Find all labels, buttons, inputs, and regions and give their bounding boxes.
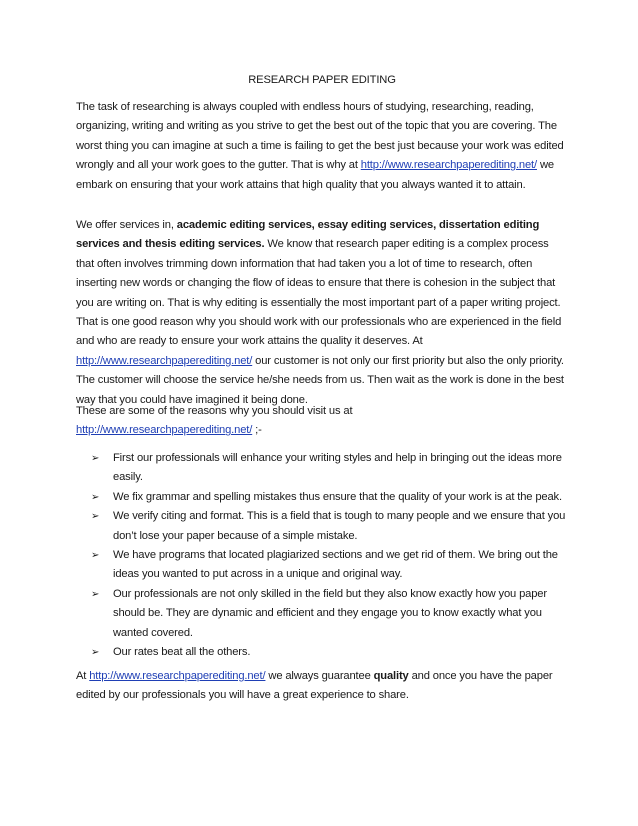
closing-text-after: and once you have the paper edited by our professionals you will have a great experience to share. (76, 670, 553, 702)
reasons-list (76, 449, 568, 662)
reasons-intro-text: These are some of the reasons why you should visit us at (76, 405, 353, 417)
closing-mid: we always guarantee (265, 670, 374, 682)
website-link-1[interactable]: http://www.researchpaperediting.net/ (360, 159, 537, 172)
list-item-text: First our professionals will enhance your writing styles and help in bringing out the ideas more easily. (113, 452, 562, 484)
arrow-bullet-icon: ➢ (91, 588, 100, 600)
closing-lead: At (76, 670, 90, 682)
arrow-bullet-icon: ➢ (91, 647, 100, 659)
reasons-intro-paragraph (76, 402, 568, 441)
intro-paragraph (76, 98, 568, 195)
website-link-2[interactable]: http://www.researchpaperediting.net/ (76, 354, 253, 367)
list-item-text: Our professionals are not only skilled in the field but they also know exactly how you paper should be. They are dynamic and efficient and they engage you to know exactly what you wanted covered. (113, 587, 547, 639)
services-list: academic editing services, essay editing services, dissertation editing services and thesis editing services. (76, 219, 540, 251)
list-item (76, 488, 568, 507)
list-item (76, 585, 568, 643)
intro-text: The task of researching is always coupled with endless hours of studying, researching, reading, organizing, writing and writing as you strive to get the best out of the topic that you are covering. The worst thing you can imagine at such a time is failing to get the best just because your work was edited wrongly and all your work goes to the gutter. That is why at (76, 101, 564, 172)
services-paragraph (76, 216, 568, 410)
closing-paragraph (76, 667, 568, 706)
list-item (76, 449, 568, 488)
list-item-text: We have programs that located plagiarized sections and we get rid of them. We bring out the ideas you wanted to put across in a unique and original way. (113, 549, 558, 581)
website-link-3[interactable]: http://www.researchpaperediting.net/ (76, 424, 253, 437)
arrow-bullet-icon: ➢ (91, 511, 100, 523)
services-text: We know that research paper editing is a complex process that often involves trimming down information that had taken you a lot of time to research, often inserting new words or changing the flow of ideas to ensure that there is cohesion in the subject that you are writing on. That is why editing is essentially the most important part of a paper writing project. That is one good reason why you should work with our professionals who are experienced in the field and who are ready to ensure your work attains the quality it deserves. At (76, 238, 562, 348)
reasons-intro-suffix: ;- (252, 424, 262, 437)
list-item (76, 546, 568, 585)
arrow-bullet-icon: ➢ (91, 491, 100, 503)
list-item (76, 507, 568, 546)
services-text-after: our customer is not only our first priority but also the only priority. The customer will choose the service he/she needs from us. Then wait as the work is done in the best way that you could have imagined it being done. (76, 354, 564, 406)
list-item-text: We verify citing and format. This is a field that is tough to many people and we ensure that you don’t lose your paper because of a simple mistake. (113, 510, 566, 542)
list-item (76, 643, 568, 662)
website-link-4[interactable]: http://www.researchpaperediting.net/ (89, 670, 266, 682)
list-item-text: Our rates beat all the others. (113, 646, 251, 659)
intro-text-after: we embark on ensuring that your work attains that high quality that you always wanted it to attain. (76, 159, 554, 191)
arrow-bullet-icon: ➢ (91, 550, 100, 562)
quality-emphasis: quality (373, 670, 409, 682)
document-title: RESEARCH PAPER EDITING (248, 74, 396, 86)
services-lead: We offer services in, (76, 219, 177, 231)
arrow-bullet-icon: ➢ (91, 453, 100, 464)
list-item-text: We fix grammar and spelling mistakes thus ensure that the quality of your work is at the peak. (113, 490, 562, 503)
